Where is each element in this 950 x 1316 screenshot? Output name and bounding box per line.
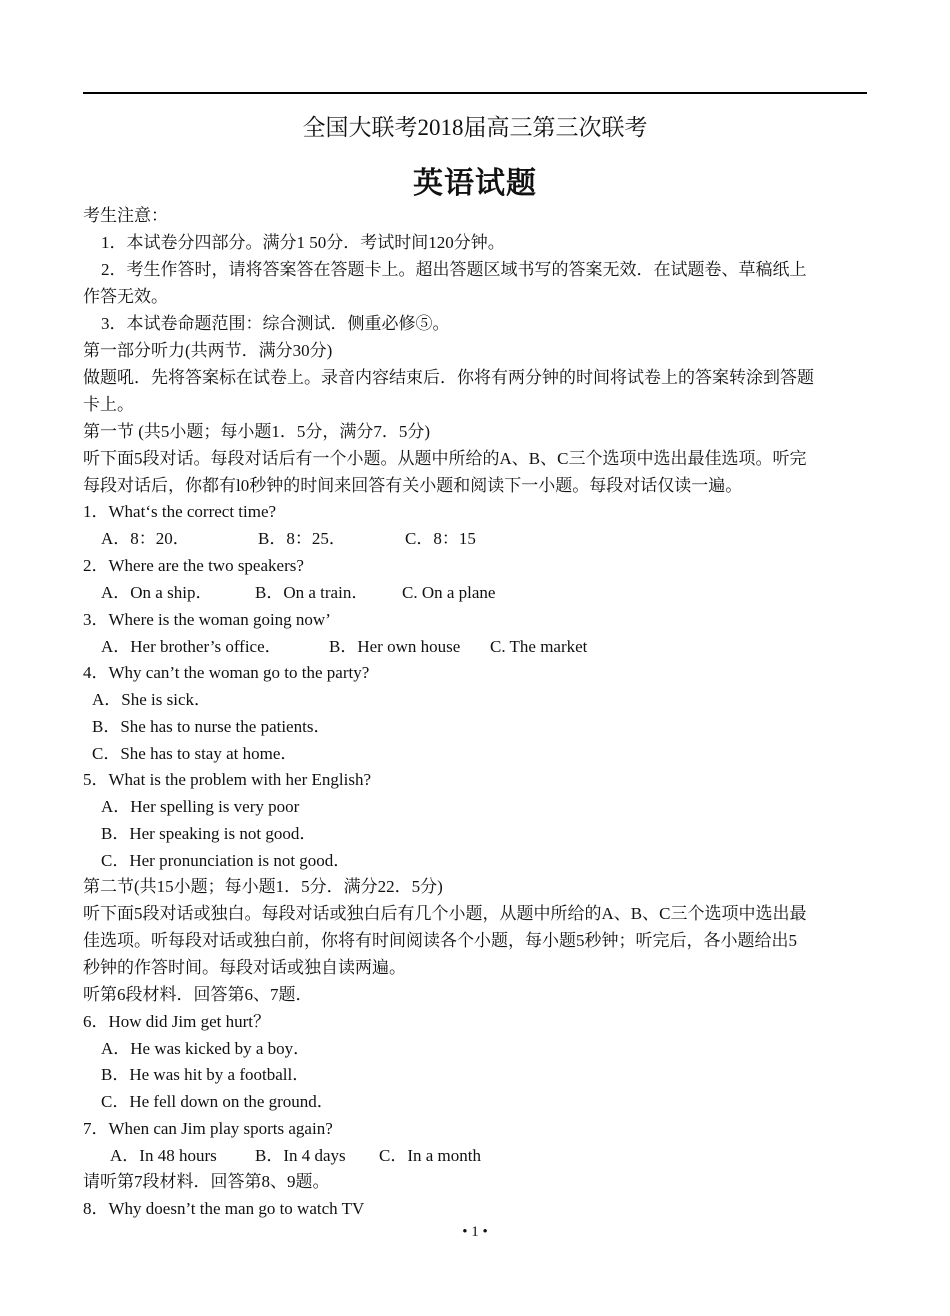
question-4-option-c: C．She has to stay at home．: [92, 744, 298, 763]
question-5-stem: 5．What is the problem with her English?: [83, 770, 371, 789]
question-2-option-b: B．On a train．: [255, 583, 369, 602]
question-3-option-b: B．Her own house: [329, 637, 461, 656]
question-3-stem: 3．Where is the woman going now’: [83, 610, 331, 629]
question-1-option-c: C．8：15: [405, 529, 476, 548]
question-7-option-b: B．In 4 days: [255, 1146, 346, 1165]
notice-item-2: 2．考生作答时，请将答案答在答题卡上。超出答题区域书写的答案无效．在试题卷、草稿纸上: [101, 260, 807, 279]
page-number: • 1 •: [462, 1224, 488, 1240]
part1-instructions-cont: 卡上。: [83, 395, 134, 414]
notice-item-2-cont: 作答无效。: [83, 287, 168, 306]
question-2-option-a: A．On a ship．: [101, 583, 213, 602]
question-7-stem: 7．When can Jim play sports again?: [83, 1119, 333, 1138]
question-3-option-c: C. The market: [490, 637, 588, 656]
section2-title: 第二节(共15小题；每小题1．5分．满分22．5分): [83, 877, 443, 896]
question-6-option-c: C．He fell down on the ground．: [101, 1092, 334, 1111]
notice-title: 考生注意：: [83, 206, 168, 225]
question-2-stem: 2．Where are the two speakers?: [83, 556, 304, 575]
material-7-heading: 请听第7段材料．回答第8、9题。: [83, 1172, 330, 1191]
question-1-stem: 1．What‘s the correct time?: [83, 502, 277, 521]
notice-item-1: 1．本试卷分四部分。满分1 50分．考试时间120分钟。: [101, 233, 505, 252]
question-7-option-a: A．In 48 hours: [110, 1146, 217, 1165]
section2-instructions-cont-1: 佳选项。听每段对话或独白前，你将有时间阅读各个小题，每小题5秒钟；听完后，各小题给出5: [83, 931, 797, 950]
question-5-option-b: B．Her speaking is not good．: [101, 824, 317, 843]
question-4-option-a: A．She is sick．: [92, 690, 211, 709]
paper-title: 英语试题: [413, 166, 537, 201]
question-6-option-a: A．He was kicked by a boy．: [101, 1039, 311, 1058]
question-8-stem: 8．Why doesn’t the man go to watch TV: [83, 1199, 365, 1218]
question-1-option-b: B．8：25．: [258, 529, 346, 548]
question-4-option-b: B．She has to nurse the patients．: [92, 717, 331, 736]
part1-instructions: 做题吼．先将答案标在试卷上。录音内容结束后．你将有两分钟的时间将试卷上的答案转涂到答题: [83, 368, 814, 387]
question-5-option-a: A．Her spelling is very poor: [101, 797, 300, 816]
question-6-stem: 6．How did Jim get hurt？: [83, 1012, 270, 1031]
question-5-option-c: C．Her pronunciation is not good．: [101, 851, 351, 870]
section1-instructions: 听下面5段对话。每段对话后有一个小题。从题中所给的A、B、C三个选项中选出最佳选项。听完: [83, 449, 807, 468]
question-7-option-c: C．In a month: [379, 1146, 481, 1165]
section1-title: 第一节 (共5小题；每小题1．5分，满分7．5分): [83, 422, 431, 441]
section2-instructions-cont-2: 秒钟的作答时间。每段对话或独自读两遍。: [83, 958, 406, 977]
material-6-heading: 听第6段材料．回答第6、7题．: [83, 985, 313, 1004]
question-1-option-a: A．8：20．: [101, 529, 190, 548]
notice-item-3: 3．本试卷命题范围：综合测试．侧重必修⑤。: [101, 314, 450, 333]
question-6-option-b: B．He was hit by a football．: [101, 1065, 310, 1084]
question-3-option-a: A．Her brother’s office．: [101, 637, 282, 656]
question-4-stem: 4．Why can’t the woman go to the party?: [83, 663, 370, 682]
question-2-option-c: C. On a plane: [402, 583, 496, 602]
section1-instructions-cont: 每段对话后，你都有l0秒钟的时间来回答有关小题和阅读下一小题。每段对话仅读一遍。: [83, 476, 743, 495]
top-rule: [83, 92, 867, 94]
section2-instructions: 听下面5段对话或独白。每段对话或独白后有几个小题，从题中所给的A、B、C三个选项中选出最: [83, 904, 807, 923]
exam-name: 全国大联考2018届高三第三次联考: [302, 115, 648, 140]
part1-title: 第一部分听力(共两节．满分30分): [83, 341, 333, 360]
